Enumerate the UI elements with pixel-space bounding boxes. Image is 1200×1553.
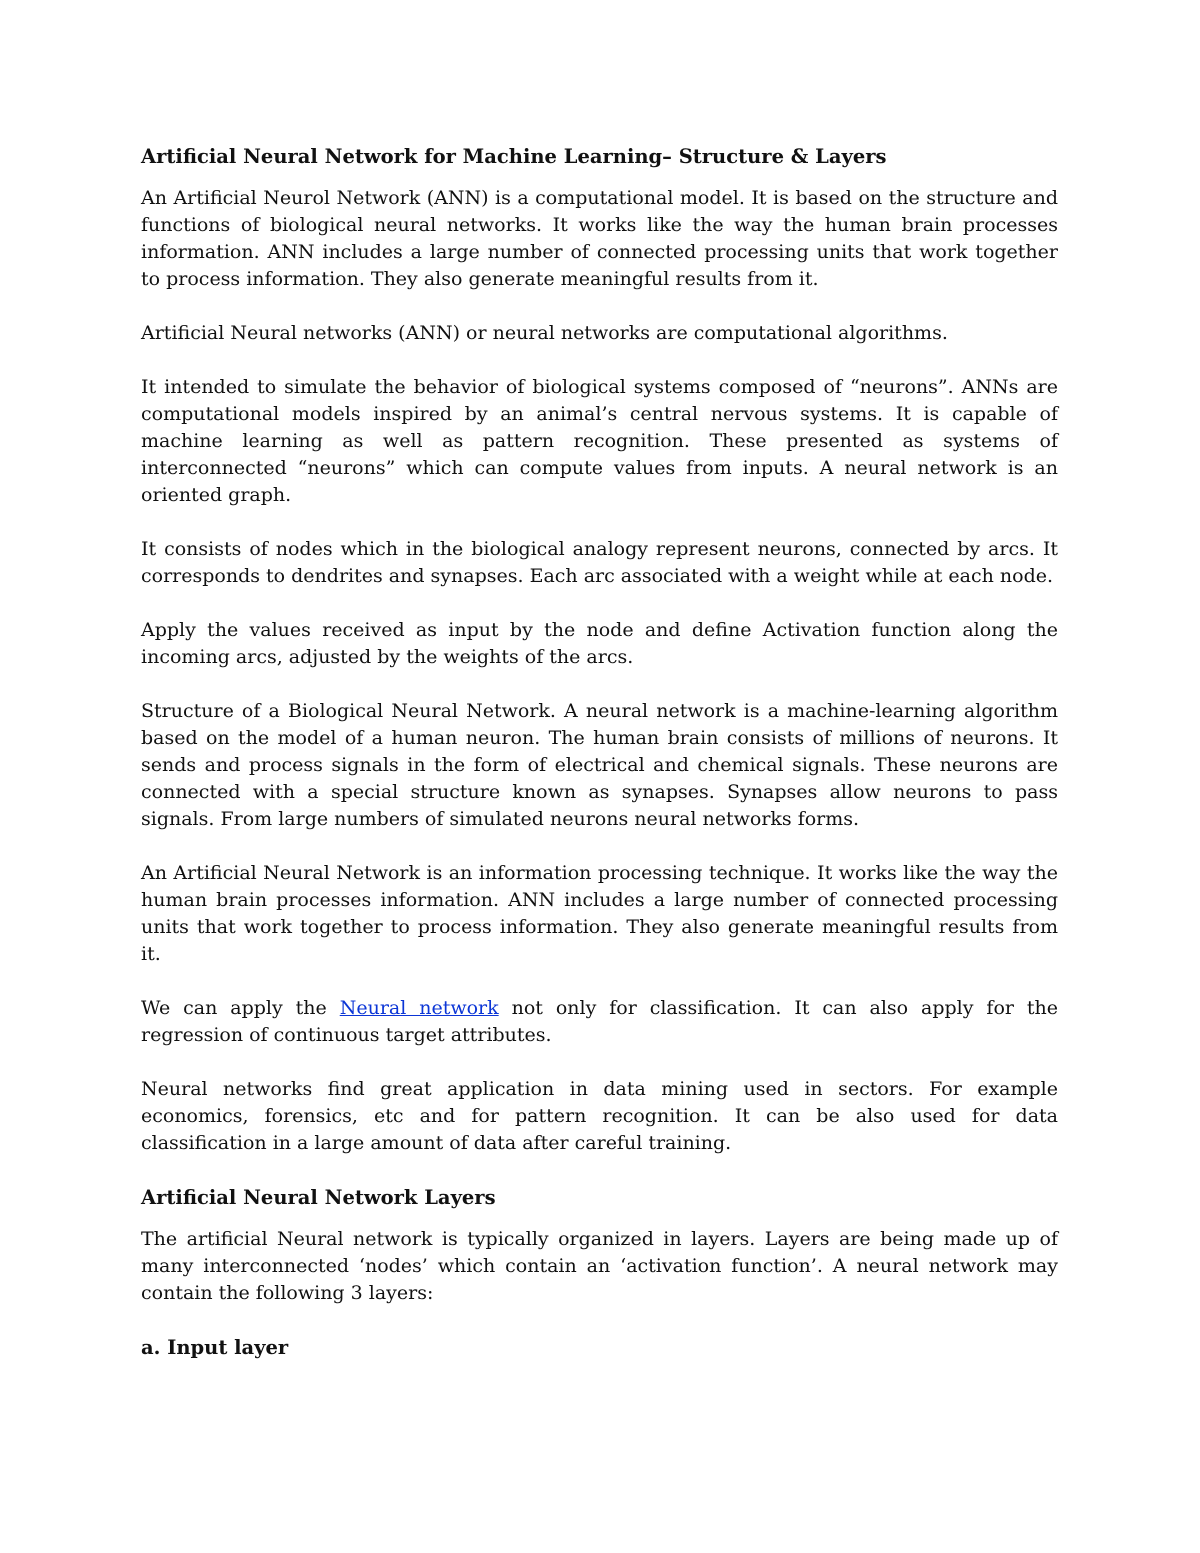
section-heading-layers: Artificial Neural Network Layers — [141, 1186, 496, 1209]
paragraph-text-after-link: not only for classification. It can also apply for the regression of continuous target attributes. — [141, 997, 1059, 1046]
paragraph-ann-definition: An Artificial Neurol Network (ANN) is a computational model. It is based on the structure and functions of biological neural networks. It works like the way the human brain processes information. ANN includes a large number of connected processing units that work together to process information. They also generate meaningful results from it. — [141, 187, 1058, 290]
paragraph-classification-regression — [141, 995, 1058, 1049]
document-title: Artificial Neural Network for Machine Learning– Structure & Layers — [141, 145, 887, 168]
paragraph-text-before-link: We can apply the — [141, 997, 340, 1019]
neural-network-link[interactable]: Neural network — [339, 997, 499, 1019]
paragraph-neurons-simulation: It intended to simulate the behavior of biological systems composed of “neurons”. ANNs are computational models inspired by an animal’s central nervous systems. It is capable of machine learning as well as pattern recognition. These presented as systems of interconnected “neurons” which can compute values from inputs. A neural network is an oriented graph. — [141, 376, 1058, 506]
paragraph-biological-structure: Structure of a Biological Neural Network. A neural network is a machine-learning algorithm based on the model of a human neuron. The human brain consists of millions of neurons. It sends and process signals in the form of electrical and chemical signals. These neurons are connected with a special structure known as synapses. Synapses allow neurons to pass signals. From large numbers of simulated neurons neural networks forms. — [141, 700, 1058, 830]
paragraph-activation-function: Apply the values received as input by the node and define Activation function along the incoming arcs, adjusted by the weights of the arcs. — [141, 619, 1058, 668]
paragraph-layers-intro: The artificial Neural network is typically organized in layers. Layers are being made up of many interconnected ‘nodes’ which contain an ‘activation function’. A neural network may contain the following 3 layers: — [141, 1228, 1058, 1304]
paragraph-nodes-arcs: It consists of nodes which in the biological analogy represent neurons, connected by arcs. It corresponds to dendrites and synapses. Each arc associated with a weight while at each node. — [141, 538, 1058, 587]
paragraph-information-processing: An Artificial Neural Network is an information processing technique. It works like the way the human brain processes information. ANN includes a large number of connected processing units that work together to process information. They also generate meaningful results from it. — [141, 862, 1058, 965]
document-page — [141, 143, 1058, 1376]
subheading-input-layer: a. Input layer — [141, 1336, 289, 1359]
paragraph-data-mining: Neural networks find great application in data mining used in sectors. For example economics, forensics, etc and for pattern recognition. It can be also used for data classification in a large amount of data after careful training. — [141, 1078, 1058, 1154]
paragraph-ann-algorithms: Artificial Neural networks (ANN) or neural networks are computational algorithms. — [141, 322, 948, 344]
